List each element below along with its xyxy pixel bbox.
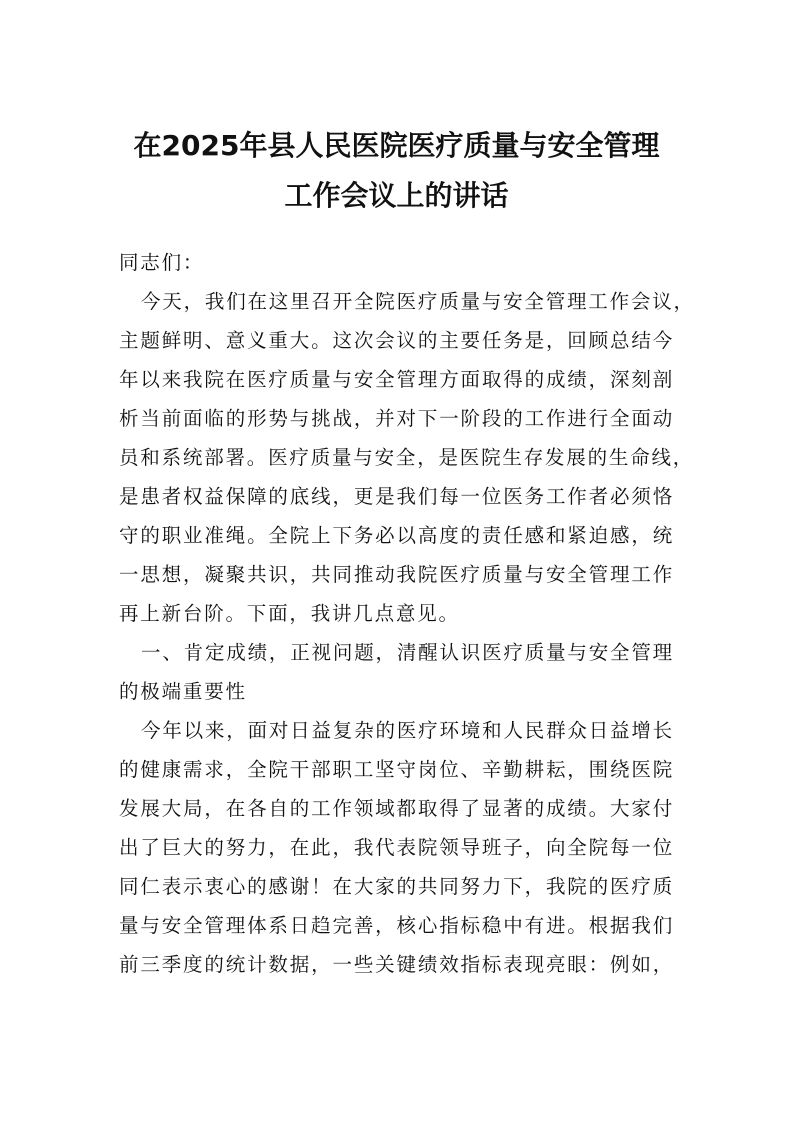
paragraph-line: 主题鲜明、意义重大。这次会议的主要任务是，回顾总结今	[119, 329, 674, 352]
section-heading-line: 的极端重要性	[119, 680, 247, 703]
paragraph-line: 前三季度的统计数据，一些关键绩效指标表现亮眼：例如，	[119, 953, 674, 976]
document-body	[119, 243, 695, 984]
paragraph-line: 员和系统部署。医疗质量与安全，是医院生存发展的生命线，	[119, 446, 695, 469]
document-title-line-1: 在2025年县人民医院医疗质量与安全管理	[133, 129, 660, 162]
paragraph-line: 年以来我院在医疗质量与安全管理方面取得的成绩，深刻剖	[119, 368, 674, 391]
section-heading-line: 一、肯定成绩，正视问题，清醒认识医疗质量与安全管理	[141, 641, 674, 664]
paragraph-line: 今年以来，面对日益复杂的医疗环境和人民群众日益增长	[141, 719, 674, 742]
paragraph-line: 出了巨大的努力，在此，我代表院领导班子，向全院每一位	[119, 836, 674, 859]
paragraph-line: 再上新台阶。下面，我讲几点意见。	[119, 602, 460, 625]
paragraph-line: 同仁表示衷心的感谢！在大家的共同努力下，我院的医疗质	[119, 875, 674, 898]
paragraph-line: 守的职业准绳。全院上下务必以高度的责任感和紧迫感，统	[119, 524, 674, 547]
paragraph-line: 发展大局，在各自的工作领域都取得了显著的成绩。大家付	[119, 797, 674, 820]
paragraph-line: 今天，我们在这里召开全院医疗质量与安全管理工作会议，	[141, 290, 695, 313]
paragraph-line: 的健康需求，全院干部职工坚守岗位、辛勤耕耘，围绕医院	[119, 758, 674, 781]
paragraph-line: 量与安全管理体系日趋完善，核心指标稳中有进。根据我们	[119, 914, 674, 937]
document-title-line-2: 工作会议上的讲话	[284, 179, 509, 212]
paragraph-line: 一思想，凝聚共识，共同推动我院医疗质量与安全管理工作	[119, 563, 674, 586]
paragraph-line: 是患者权益保障的底线，更是我们每一位医务工作者必须恪	[119, 485, 674, 508]
salutation: 同志们：	[119, 251, 205, 274]
paragraph-line: 析当前面临的形势与挑战，并对下一阶段的工作进行全面动	[119, 407, 674, 430]
